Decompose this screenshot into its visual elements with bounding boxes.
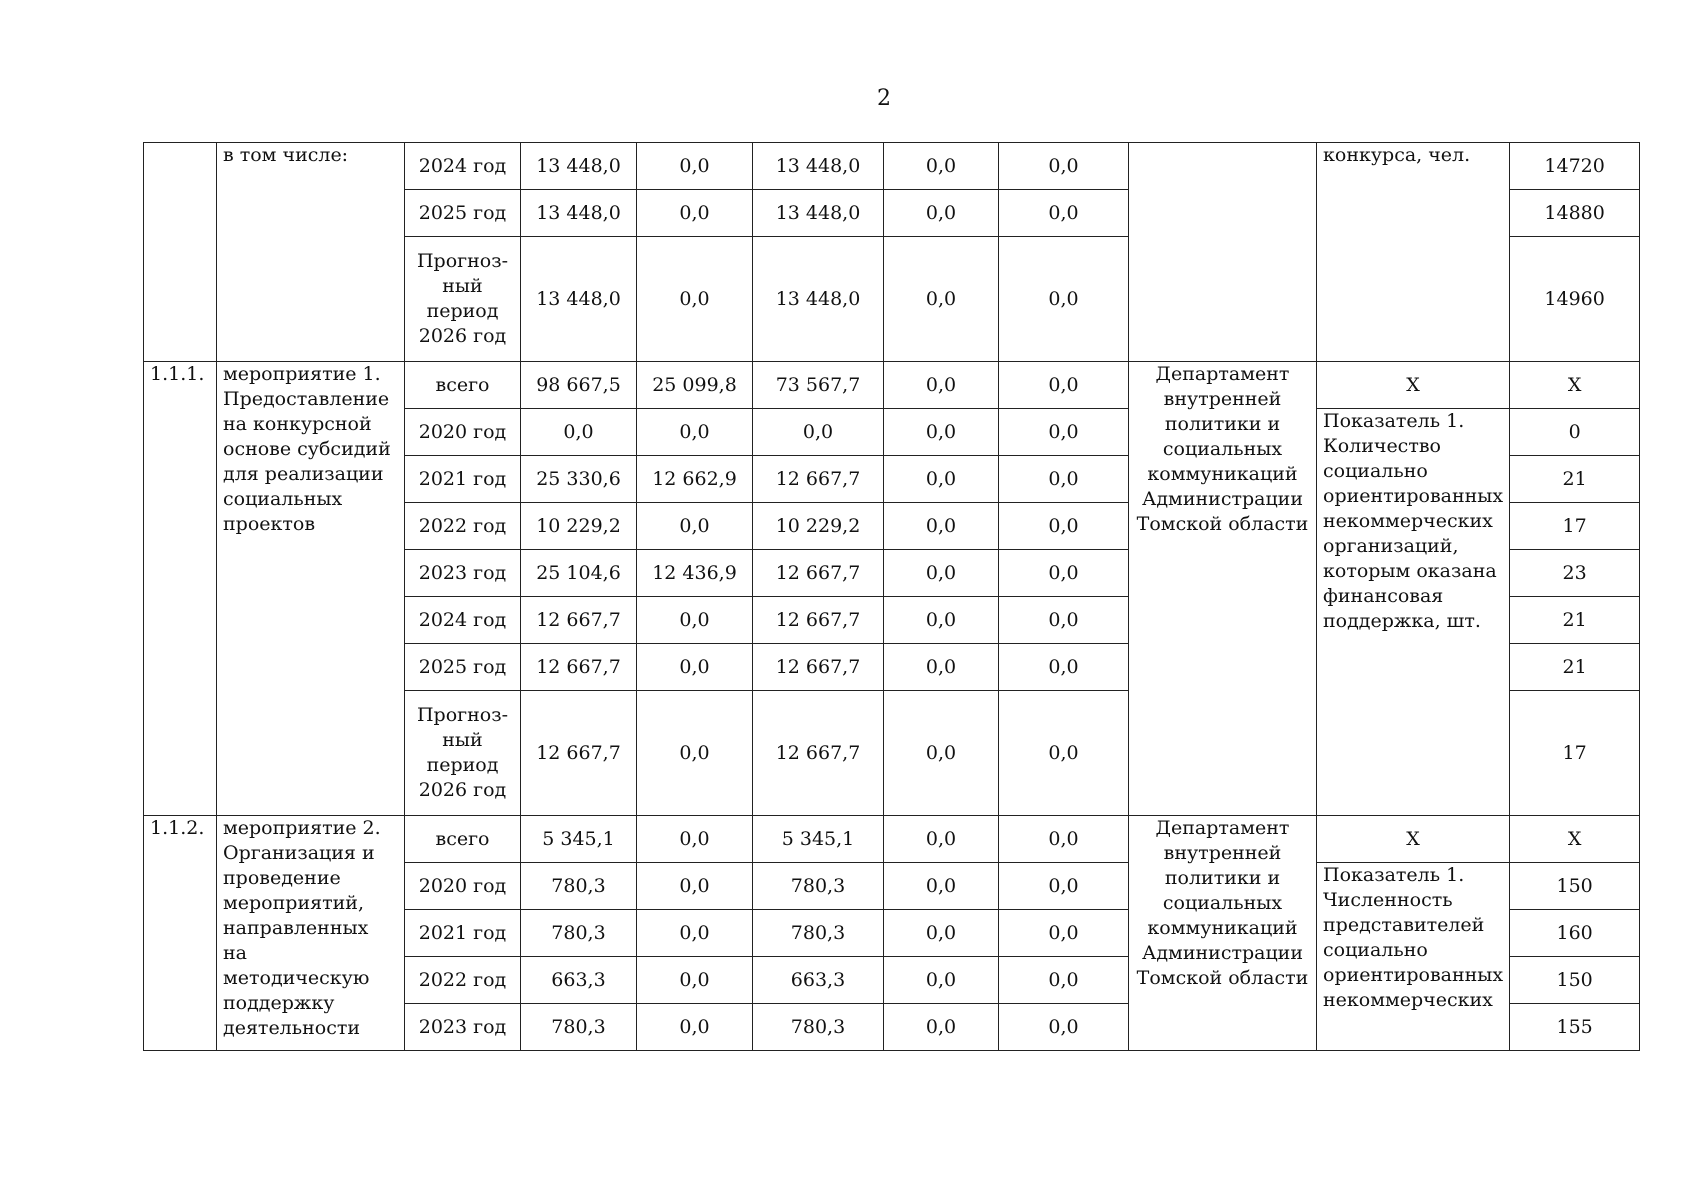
year-cell: Прогноз-ный период 2026 год <box>405 691 521 816</box>
other-cell: 0,0 <box>999 910 1129 957</box>
local-cell: 0,0 <box>884 409 999 456</box>
total-cell: 780,3 <box>521 1004 637 1051</box>
total-cell: 98 667,5 <box>521 362 637 409</box>
year-cell: 2022 год <box>405 957 521 1004</box>
federal-cell: 0,0 <box>637 190 753 237</box>
year-cell: всего <box>405 362 521 409</box>
target-cell: 21 <box>1510 597 1640 644</box>
other-cell: 0,0 <box>999 550 1129 597</box>
target-cell: 14880 <box>1510 190 1640 237</box>
local-cell: 0,0 <box>884 550 999 597</box>
other-cell: 0,0 <box>999 143 1129 190</box>
target-cell: 21 <box>1510 456 1640 503</box>
total-cell: 12 667,7 <box>521 691 637 816</box>
local-cell: 0,0 <box>884 957 999 1004</box>
federal-cell: 12 662,9 <box>637 456 753 503</box>
table-row <box>144 816 1640 863</box>
code-cell: 1.1.1. <box>144 362 217 816</box>
target-cell: 150 <box>1510 863 1640 910</box>
target-cell: 14720 <box>1510 143 1640 190</box>
other-cell: 0,0 <box>999 957 1129 1004</box>
federal-cell: 0,0 <box>637 957 753 1004</box>
total-cell: 0,0 <box>521 409 637 456</box>
local-cell: 0,0 <box>884 190 999 237</box>
description-cell: мероприятие 2. Организация и проведение мероприятий, направленных на методическую поддержку деятельности <box>217 816 405 1051</box>
total-cell: 663,3 <box>521 957 637 1004</box>
local-cell: 0,0 <box>884 456 999 503</box>
program-table <box>143 142 1640 1051</box>
federal-cell: 0,0 <box>637 644 753 691</box>
federal-cell: 0,0 <box>637 691 753 816</box>
local-cell: 0,0 <box>884 691 999 816</box>
regional-cell: 12 667,7 <box>753 597 884 644</box>
total-cell: 25 330,6 <box>521 456 637 503</box>
local-cell: 0,0 <box>884 910 999 957</box>
federal-cell: 0,0 <box>637 816 753 863</box>
year-cell: 2023 год <box>405 1004 521 1051</box>
total-cell: 780,3 <box>521 910 637 957</box>
indicator-cell: Показатель 1. Количество социально ориентированных некоммерческих организаций, которым оказана финансовая поддержка, шт. <box>1317 409 1510 816</box>
executor-cell: Департамент внутренней политики и социальных коммуникаций Администрации Томской области <box>1129 816 1317 1051</box>
regional-cell: 0,0 <box>753 409 884 456</box>
description-cell: мероприятие 1. Предоставление на конкурсной основе субсидий для реализации социальных проектов <box>217 362 405 816</box>
page-number: 2 <box>877 86 891 111</box>
target-cell: 21 <box>1510 644 1640 691</box>
local-cell: 0,0 <box>884 644 999 691</box>
target-cell: 23 <box>1510 550 1640 597</box>
other-cell: 0,0 <box>999 503 1129 550</box>
regional-cell: 13 448,0 <box>753 190 884 237</box>
year-cell: 2022 год <box>405 503 521 550</box>
other-cell: 0,0 <box>999 237 1129 362</box>
code-cell <box>144 143 217 362</box>
local-cell: 0,0 <box>884 1004 999 1051</box>
other-cell: 0,0 <box>999 644 1129 691</box>
local-cell: 0,0 <box>884 237 999 362</box>
executor-cell: Департамент внутренней политики и социальных коммуникаций Администрации Томской области <box>1129 362 1317 816</box>
regional-cell: 13 448,0 <box>753 143 884 190</box>
federal-cell: 0,0 <box>637 237 753 362</box>
year-cell: 2020 год <box>405 409 521 456</box>
regional-cell: 10 229,2 <box>753 503 884 550</box>
regional-cell: 780,3 <box>753 1004 884 1051</box>
total-cell: 13 448,0 <box>521 143 637 190</box>
other-cell: 0,0 <box>999 863 1129 910</box>
regional-cell: 12 667,7 <box>753 644 884 691</box>
target-cell: 155 <box>1510 1004 1640 1051</box>
year-cell: Прогноз-ный период 2026 год <box>405 237 521 362</box>
other-cell: 0,0 <box>999 597 1129 644</box>
year-cell: 2021 год <box>405 910 521 957</box>
year-cell: 2025 год <box>405 644 521 691</box>
regional-cell: 13 448,0 <box>753 237 884 362</box>
other-cell: 0,0 <box>999 409 1129 456</box>
target-cell: 17 <box>1510 503 1640 550</box>
local-cell: 0,0 <box>884 597 999 644</box>
local-cell: 0,0 <box>884 816 999 863</box>
federal-cell: 0,0 <box>637 863 753 910</box>
indicator-mark-cell: Х <box>1317 362 1510 409</box>
total-cell: 780,3 <box>521 863 637 910</box>
year-cell: 2024 год <box>405 597 521 644</box>
regional-cell: 12 667,7 <box>753 456 884 503</box>
year-cell: 2025 год <box>405 190 521 237</box>
year-cell: 2021 год <box>405 456 521 503</box>
other-cell: 0,0 <box>999 190 1129 237</box>
regional-cell: 12 667,7 <box>753 550 884 597</box>
target-cell: 14960 <box>1510 237 1640 362</box>
year-cell: 2024 год <box>405 143 521 190</box>
other-cell: 0,0 <box>999 816 1129 863</box>
target-cell: 150 <box>1510 957 1640 1004</box>
total-cell: 25 104,6 <box>521 550 637 597</box>
federal-cell: 25 099,8 <box>637 362 753 409</box>
executor-cell <box>1129 143 1317 362</box>
target-cell: 17 <box>1510 691 1640 816</box>
description-cell: в том числе: <box>217 143 405 362</box>
other-cell: 0,0 <box>999 691 1129 816</box>
federal-cell: 0,0 <box>637 409 753 456</box>
target-cell: 0 <box>1510 409 1640 456</box>
target-cell: Х <box>1510 362 1640 409</box>
federal-cell: 0,0 <box>637 503 753 550</box>
other-cell: 0,0 <box>999 362 1129 409</box>
local-cell: 0,0 <box>884 863 999 910</box>
other-cell: 0,0 <box>999 1004 1129 1051</box>
total-cell: 12 667,7 <box>521 644 637 691</box>
total-cell: 13 448,0 <box>521 190 637 237</box>
target-cell: Х <box>1510 816 1640 863</box>
total-cell: 12 667,7 <box>521 597 637 644</box>
year-cell: всего <box>405 816 521 863</box>
total-cell: 10 229,2 <box>521 503 637 550</box>
year-cell: 2020 год <box>405 863 521 910</box>
regional-cell: 780,3 <box>753 863 884 910</box>
table-row <box>144 362 1640 409</box>
federal-cell: 12 436,9 <box>637 550 753 597</box>
local-cell: 0,0 <box>884 362 999 409</box>
regional-cell: 12 667,7 <box>753 691 884 816</box>
regional-cell: 5 345,1 <box>753 816 884 863</box>
federal-cell: 0,0 <box>637 143 753 190</box>
regional-cell: 663,3 <box>753 957 884 1004</box>
federal-cell: 0,0 <box>637 1004 753 1051</box>
federal-cell: 0,0 <box>637 597 753 644</box>
regional-cell: 780,3 <box>753 910 884 957</box>
regional-cell: 73 567,7 <box>753 362 884 409</box>
indicator-cell: конкурса, чел. <box>1317 143 1510 362</box>
indicator-cell: Показатель 1. Численность представителей социально ориентированных некоммерческих <box>1317 863 1510 1051</box>
federal-cell: 0,0 <box>637 910 753 957</box>
other-cell: 0,0 <box>999 456 1129 503</box>
table-row <box>144 143 1640 190</box>
local-cell: 0,0 <box>884 503 999 550</box>
indicator-mark-cell: Х <box>1317 816 1510 863</box>
local-cell: 0,0 <box>884 143 999 190</box>
total-cell: 5 345,1 <box>521 816 637 863</box>
target-cell: 160 <box>1510 910 1640 957</box>
total-cell: 13 448,0 <box>521 237 637 362</box>
year-cell: 2023 год <box>405 550 521 597</box>
code-cell: 1.1.2. <box>144 816 217 1051</box>
